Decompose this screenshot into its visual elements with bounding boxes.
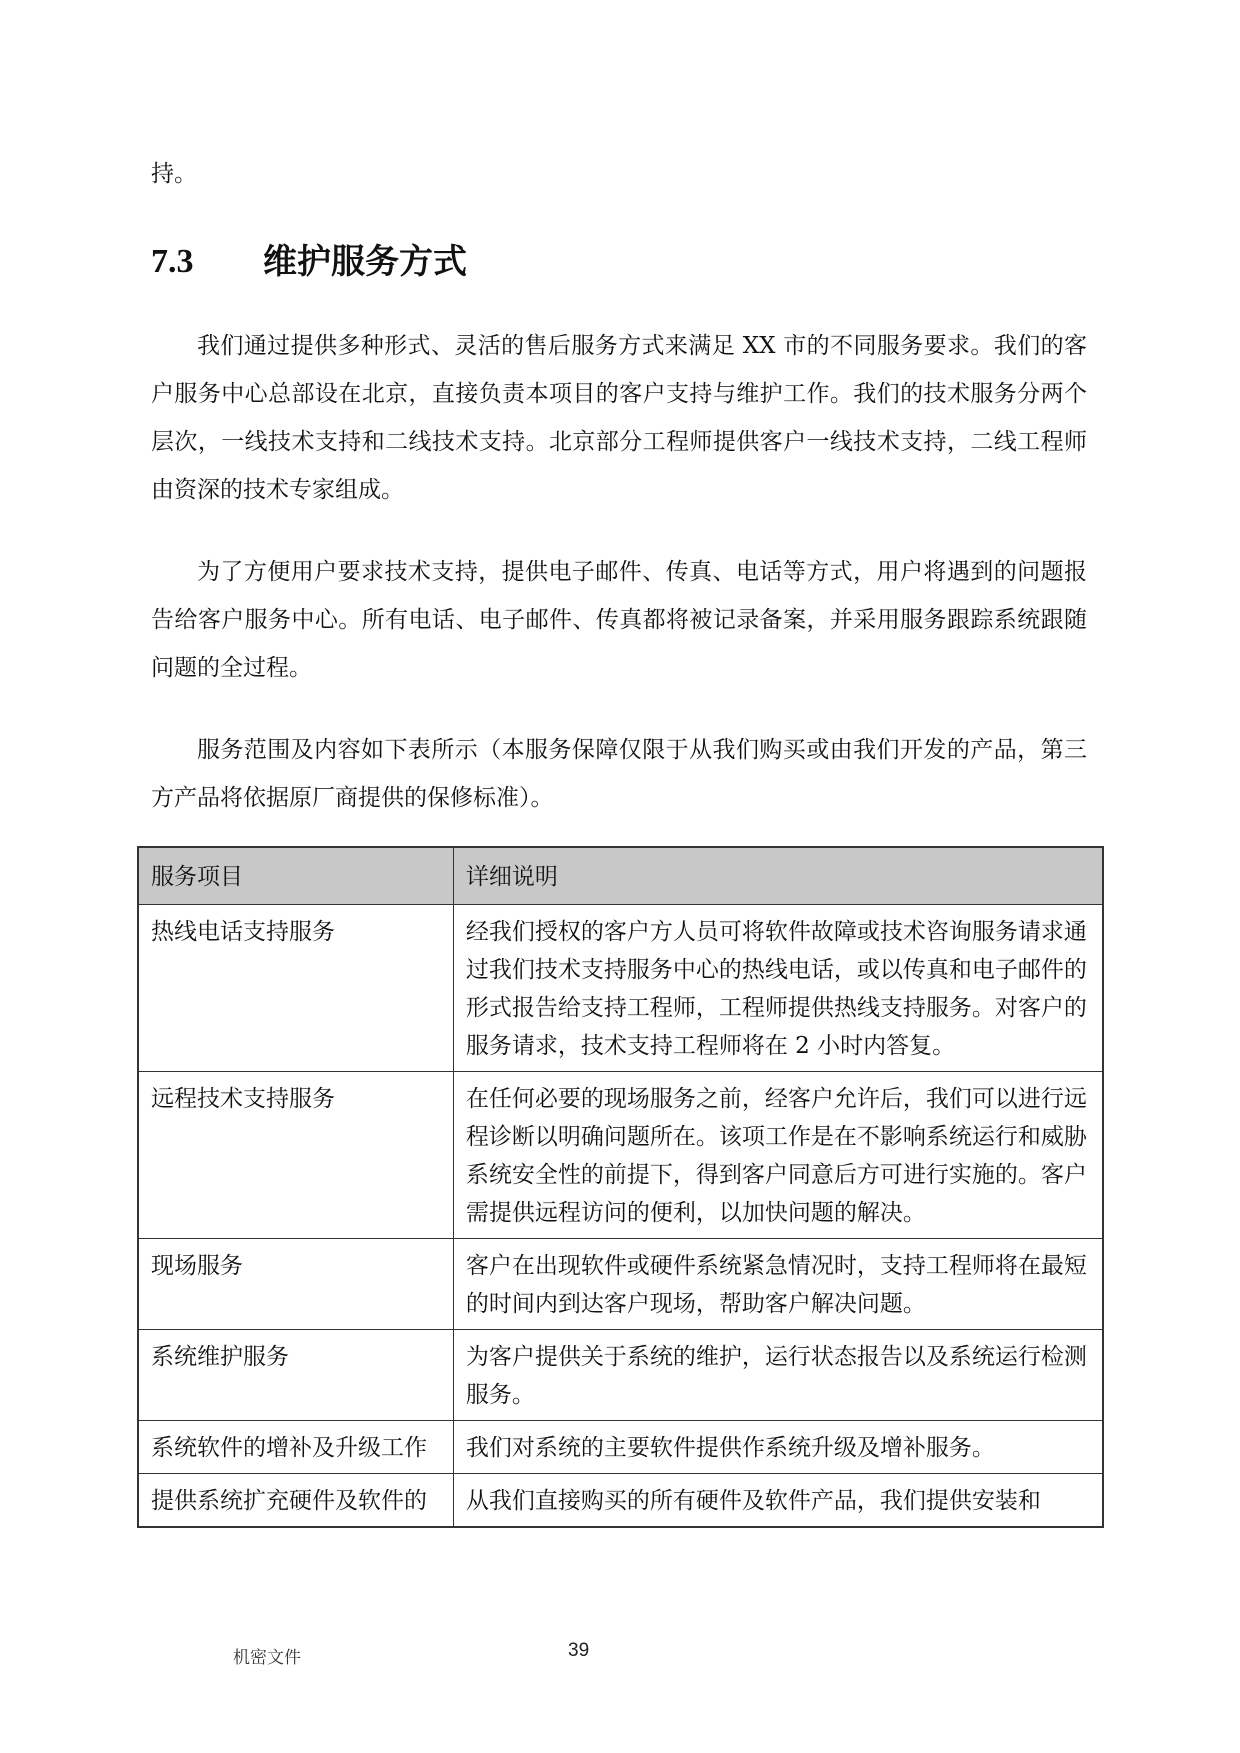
section-heading <box>151 240 467 284</box>
column-header-detail: 详细说明 <box>453 847 1103 905</box>
table-row <box>138 905 1103 1072</box>
table-row <box>138 1474 1103 1528</box>
section-number: 7.3 <box>151 243 194 280</box>
service-detail-cell: 从我们直接购买的所有硬件及软件产品，我们提供安装和 <box>453 1474 1103 1528</box>
page-number: 39 <box>568 1640 590 1661</box>
continuation-text: 持。 <box>151 161 197 187</box>
service-item-cell: 热线电话支持服务 <box>138 905 453 1072</box>
table-row <box>138 1421 1103 1474</box>
column-header-service-item: 服务项目 <box>138 847 453 905</box>
service-item-cell: 现场服务 <box>138 1239 453 1330</box>
service-item-cell: 系统维护服务 <box>138 1330 453 1421</box>
service-detail-cell: 客户在出现软件或硬件系统紧急情况时，支持工程师将在最短的时间内到达客户现场，帮助客户解决问题。 <box>453 1239 1103 1330</box>
table-row <box>138 1239 1103 1330</box>
service-detail-cell: 在任何必要的现场服务之前，经客户允许后，我们可以进行远程诊断以明确问题所在。该项工作是在不影响系统运行和威胁系统安全性的前提下，得到客户同意后方可进行实施的。客户需提供远程访问的便利，以加快问题的解决。 <box>453 1072 1103 1239</box>
paragraph: 我们通过提供多种形式、灵活的售后服务方式来满足 XX 市的不同服务要求。我们的客户服务中心总部设在北京，直接负责本项目的客户支持与维护工作。我们的技术服务分两个层次，一线技术支持和二线技术支持。北京部分工程师提供客户一线技术支持，二线工程师由资深的技术专家组成。 <box>151 333 1087 503</box>
service-detail-cell: 为客户提供关于系统的维护，运行状态报告以及系统运行检测服务。 <box>453 1330 1103 1421</box>
table-row <box>138 1330 1103 1421</box>
service-detail-cell: 我们对系统的主要软件提供作系统升级及增补服务。 <box>453 1421 1103 1474</box>
service-table <box>137 846 1104 1528</box>
table-header-row <box>138 847 1103 905</box>
table-row <box>138 1072 1103 1239</box>
service-item-cell: 系统软件的增补及升级工作 <box>138 1421 453 1474</box>
service-detail-cell: 经我们授权的客户方人员可将软件故障或技术咨询服务请求通过我们技术支持服务中心的热线电话，或以传真和电子邮件的形式报告给支持工程师，工程师提供热线支持服务。对客户的服务请求，技术支持工程师将在 2 小时内答复。 <box>453 905 1103 1072</box>
section-title: 维护服务方式 <box>263 242 467 282</box>
service-item-cell: 提供系统扩充硬件及软件的 <box>138 1474 453 1528</box>
confidential-label: 机密文件 <box>233 1648 301 1668</box>
service-item-cell: 远程技术支持服务 <box>138 1072 453 1239</box>
paragraph: 为了方便用户要求技术支持，提供电子邮件、传真、电话等方式，用户将遇到的问题报告给客户服务中心。所有电话、电子邮件、传真都将被记录备案，并采用服务跟踪系统跟随问题的全过程。 <box>151 559 1087 681</box>
paragraph: 服务范围及内容如下表所示（本服务保障仅限于从我们购买或由我们开发的产品，第三方产品将依据原厂商提供的保修标准）。 <box>151 737 1087 811</box>
